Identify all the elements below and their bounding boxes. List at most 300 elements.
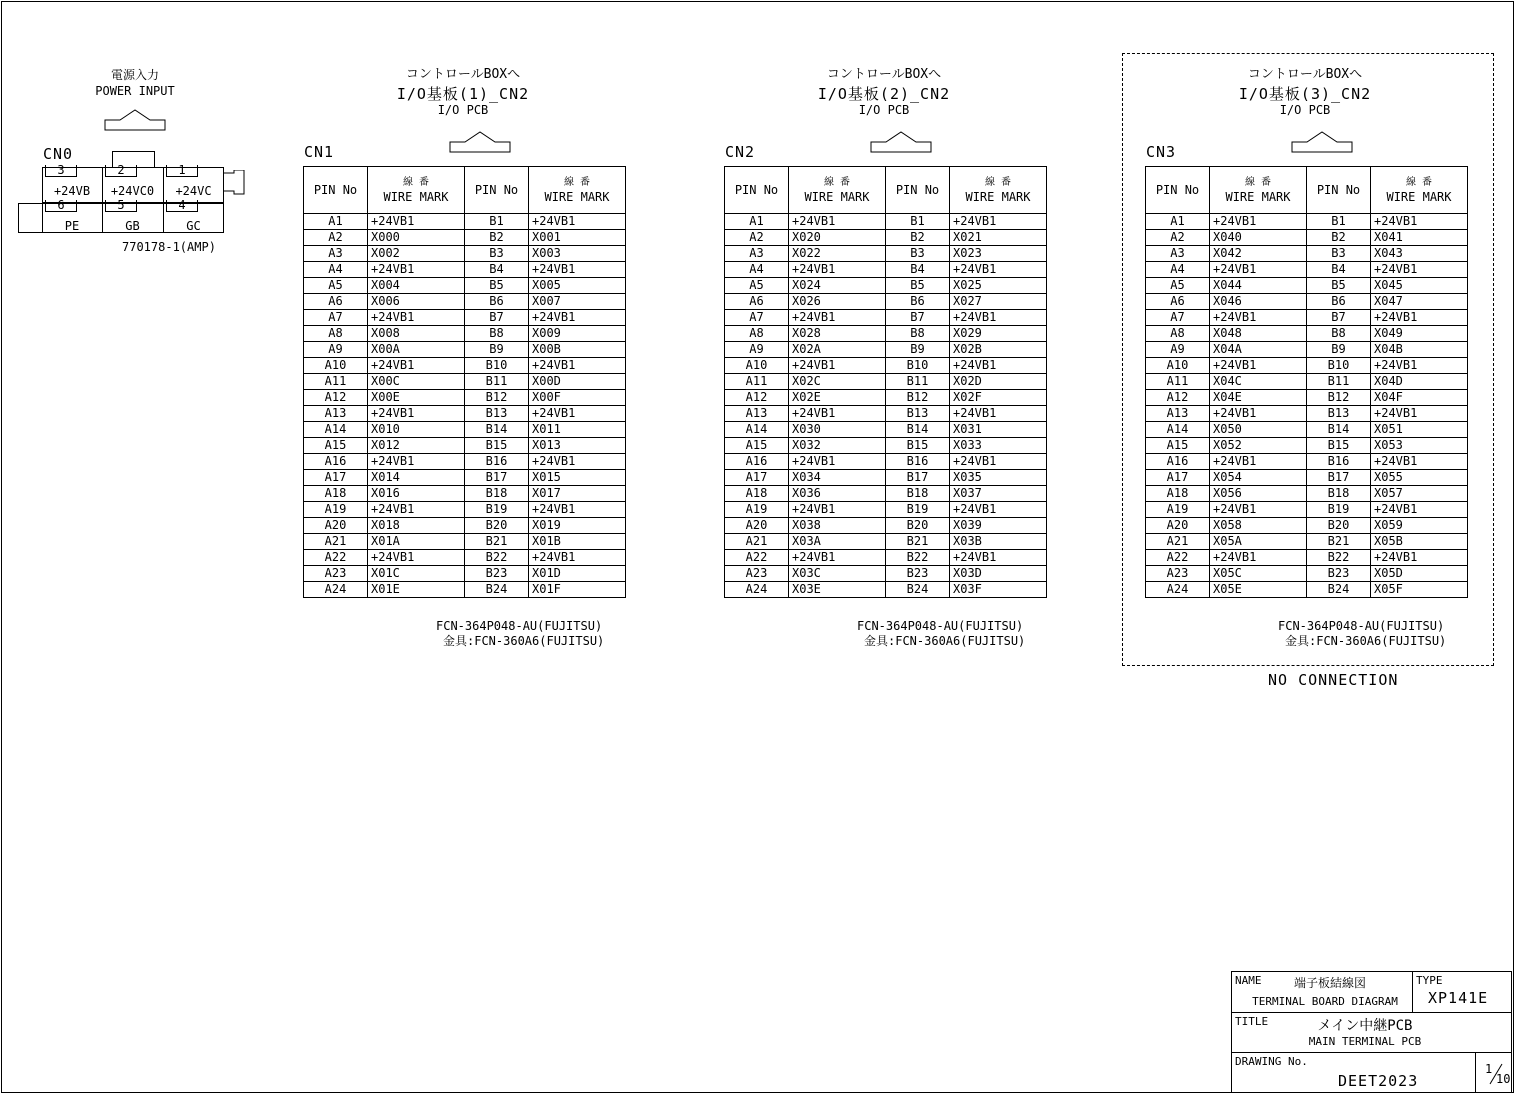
pin-cell: B13 (886, 406, 950, 422)
pin-cell: B12 (1307, 390, 1371, 406)
pin-cell: B7 (465, 310, 529, 326)
pin-cell: B19 (465, 502, 529, 518)
title-en: MAIN TERMINAL PCB (1308, 1035, 1422, 1048)
pin-cell: A16 (304, 454, 368, 470)
wire-mark-cell: X036 (789, 486, 886, 502)
wire-mark-cell: X02E (789, 390, 886, 406)
pin-cell: B11 (465, 374, 529, 390)
pin-cell: A19 (304, 502, 368, 518)
table-row (1146, 454, 1468, 470)
wire-mark-cell: X04E (1210, 390, 1307, 406)
table-row (304, 246, 626, 262)
cn0-lock-icon (224, 170, 246, 196)
pin-cell: B3 (465, 246, 529, 262)
wire-mark-cell: X050 (1210, 422, 1307, 438)
wire-mark-cell: X03D (950, 566, 1047, 582)
wire-mark-header (368, 167, 465, 214)
wire-mark-cell: X059 (1371, 518, 1468, 534)
table-row (304, 230, 626, 246)
wire-mark-cell: X011 (529, 422, 626, 438)
drawing-label: DRAWING No. (1235, 1055, 1308, 1068)
pin-cell: A1 (304, 214, 368, 230)
pin-no-header: PIN No (1307, 167, 1371, 214)
cn0-pin-num: 4 (166, 200, 198, 212)
pin-cell: B16 (1307, 454, 1371, 470)
wire-mark-cell: X004 (368, 278, 465, 294)
wire-mark-cell: X020 (789, 230, 886, 246)
pin-cell: A9 (725, 342, 789, 358)
pin-cell: B1 (1307, 214, 1371, 230)
wire-mark-cell: +24VB1 (950, 550, 1047, 566)
pin-cell: A24 (304, 582, 368, 598)
wire-mark-cell: X00D (529, 374, 626, 390)
wire-mark-cell: X05C (1210, 566, 1307, 582)
table-row (304, 294, 626, 310)
dest-jp: コントロールBOXへ (826, 67, 942, 82)
wire-mark-header (950, 167, 1047, 214)
pin-cell: A23 (304, 566, 368, 582)
pin-cell: B14 (465, 422, 529, 438)
wire-mark-cell: X00F (529, 390, 626, 406)
pin-cell: B17 (886, 470, 950, 486)
pin-cell: B7 (886, 310, 950, 326)
pin-table (1145, 166, 1468, 598)
table-row (725, 454, 1047, 470)
wire-mark-cell: X044 (1210, 278, 1307, 294)
pin-cell: B20 (465, 518, 529, 534)
wire-mark-cell: X04D (1371, 374, 1468, 390)
pin-cell: B7 (1307, 310, 1371, 326)
pin-cell: B18 (1307, 486, 1371, 502)
sheet-number: 1 (1485, 1062, 1493, 1076)
table-row (1146, 374, 1468, 390)
table-row (725, 534, 1047, 550)
pin-cell: B11 (1307, 374, 1371, 390)
wire-mark-cell: +24VB1 (1210, 310, 1307, 326)
table-row (725, 214, 1047, 230)
wire-mark-cell: X030 (789, 422, 886, 438)
dest-board: I/O基板(1)_CN2 (396, 85, 530, 103)
dest-board: I/O基板(3)_CN2 (1238, 85, 1372, 103)
wire-mark-cell: X058 (1210, 518, 1307, 534)
wire-mark-cell: X01D (529, 566, 626, 582)
pin-cell: B6 (1307, 294, 1371, 310)
pin-cell: B15 (1307, 438, 1371, 454)
pin-cell: B18 (886, 486, 950, 502)
wire-mark-header (1371, 167, 1468, 214)
wire-mark-header-en: WIRE MARK (1386, 190, 1452, 204)
wire-mark-cell: X005 (529, 278, 626, 294)
pin-cell: B8 (465, 326, 529, 342)
table-row (1146, 534, 1468, 550)
wire-mark-cell: X052 (1210, 438, 1307, 454)
table-row (725, 246, 1047, 262)
up-arrow-icon (447, 130, 513, 154)
wire-mark-cell: +24VB1 (789, 214, 886, 230)
pin-cell: A2 (304, 230, 368, 246)
pin-cell: A24 (725, 582, 789, 598)
wire-mark-cell: X025 (950, 278, 1047, 294)
wire-mark-cell: X047 (1371, 294, 1468, 310)
wire-mark-cell: X003 (529, 246, 626, 262)
wire-mark-cell: X013 (529, 438, 626, 454)
wire-mark-cell: X031 (950, 422, 1047, 438)
table-row (304, 518, 626, 534)
table-row (725, 582, 1047, 598)
wire-mark-cell: X021 (950, 230, 1047, 246)
table-row (1146, 262, 1468, 278)
wire-mark-cell: X022 (789, 246, 886, 262)
pin-cell: B17 (1307, 470, 1371, 486)
wire-mark-cell: +24VB1 (1210, 502, 1307, 518)
wire-mark-header-jp: 線 番 (823, 177, 851, 188)
pin-cell: B10 (465, 358, 529, 374)
wire-mark-cell: X03E (789, 582, 886, 598)
wire-mark-cell: X014 (368, 470, 465, 486)
pin-cell: A3 (304, 246, 368, 262)
part-number: FCN-364P048-AU(FUJITSU) (436, 619, 603, 633)
wire-mark-cell: X024 (789, 278, 886, 294)
wire-mark-cell: +24VB1 (1371, 550, 1468, 566)
wire-mark-header (1210, 167, 1307, 214)
wire-mark-cell: X02D (950, 374, 1047, 390)
pin-cell: A2 (725, 230, 789, 246)
wire-mark-cell: +24VB1 (368, 502, 465, 518)
table-row (1146, 470, 1468, 486)
table-row (1146, 422, 1468, 438)
bracket-part-number: 金具:FCN-360A6(FUJITSU) (443, 634, 605, 648)
pin-cell: B14 (1307, 422, 1371, 438)
wire-mark-cell: X010 (368, 422, 465, 438)
table-row (725, 294, 1047, 310)
pin-cell: A3 (725, 246, 789, 262)
table-row (725, 422, 1047, 438)
pin-cell: A12 (725, 390, 789, 406)
pin-cell: A10 (1146, 358, 1210, 374)
pin-table (724, 166, 1047, 598)
table-row (1146, 246, 1468, 262)
pin-cell: A5 (725, 278, 789, 294)
wire-mark-cell: +24VB1 (1210, 358, 1307, 374)
table-row (1146, 550, 1468, 566)
table-row (304, 326, 626, 342)
wire-mark-header-en: WIRE MARK (544, 190, 610, 204)
wire-mark-cell: X056 (1210, 486, 1307, 502)
table-row (1146, 582, 1468, 598)
pin-cell: B22 (1307, 550, 1371, 566)
wire-mark-cell: +24VB1 (529, 262, 626, 278)
pin-cell: B16 (465, 454, 529, 470)
table-row (1146, 214, 1468, 230)
table-row (304, 390, 626, 406)
wire-mark-header-en: WIRE MARK (1225, 190, 1291, 204)
wire-mark-cell: +24VB1 (789, 454, 886, 470)
wire-mark-cell: X017 (529, 486, 626, 502)
wire-mark-cell: X01F (529, 582, 626, 598)
wire-mark-cell: +24VB1 (368, 310, 465, 326)
wire-mark-cell: X000 (368, 230, 465, 246)
table-row (725, 486, 1047, 502)
name-jp: 端子板結線図 (1293, 976, 1366, 990)
table-row (725, 358, 1047, 374)
table-row (725, 326, 1047, 342)
pin-cell: B2 (465, 230, 529, 246)
pin-cell: B4 (1307, 262, 1371, 278)
wire-mark-header-jp: 線 番 (1244, 177, 1272, 188)
pin-cell: B8 (886, 326, 950, 342)
wire-mark-cell: +24VB1 (1371, 358, 1468, 374)
pin-cell: A17 (304, 470, 368, 486)
pin-no-header: PIN No (1146, 167, 1210, 214)
pin-cell: A2 (1146, 230, 1210, 246)
table-row (1146, 390, 1468, 406)
title-jp: メイン中継PCB (1317, 1018, 1413, 1034)
pin-cell: A6 (1146, 294, 1210, 310)
pin-cell: B24 (465, 582, 529, 598)
cn0-pin-name: +24VB (53, 184, 91, 198)
wire-mark-cell: X034 (789, 470, 886, 486)
pin-cell: A20 (725, 518, 789, 534)
title-label: TITLE (1235, 1015, 1269, 1028)
wire-mark-cell: X051 (1371, 422, 1468, 438)
table-row (1146, 326, 1468, 342)
pin-cell: A18 (304, 486, 368, 502)
pin-cell: B10 (886, 358, 950, 374)
pin-cell: B9 (465, 342, 529, 358)
wire-mark-cell: X027 (950, 294, 1047, 310)
wire-mark-cell: X039 (950, 518, 1047, 534)
pin-cell: B5 (1307, 278, 1371, 294)
pin-cell: B12 (886, 390, 950, 406)
cn0-pin-name: PE (64, 219, 80, 233)
pin-cell: A7 (1146, 310, 1210, 326)
pin-cell: B21 (465, 534, 529, 550)
pin-cell: B12 (465, 390, 529, 406)
table-row (725, 278, 1047, 294)
table-row (304, 454, 626, 470)
wire-mark-cell: +24VB1 (529, 358, 626, 374)
wire-mark-cell: X045 (1371, 278, 1468, 294)
wire-mark-cell: +24VB1 (368, 406, 465, 422)
wire-mark-cell: X02C (789, 374, 886, 390)
cn0-pin-num: 5 (105, 200, 137, 212)
table-row (1146, 502, 1468, 518)
wire-mark-cell: +24VB1 (368, 550, 465, 566)
bracket-part-number: 金具:FCN-360A6(FUJITSU) (864, 634, 1026, 648)
pin-cell: A11 (725, 374, 789, 390)
wire-mark-header-jp: 線 番 (402, 177, 430, 188)
wire-mark-cell: X04B (1371, 342, 1468, 358)
pin-cell: A13 (1146, 406, 1210, 422)
pin-cell: B23 (1307, 566, 1371, 582)
table-row (725, 374, 1047, 390)
wire-mark-cell: X007 (529, 294, 626, 310)
table-row (304, 374, 626, 390)
pin-cell: A16 (725, 454, 789, 470)
table-row (304, 486, 626, 502)
power-input-arrow-icon (100, 108, 170, 132)
pin-cell: B17 (465, 470, 529, 486)
wire-mark-cell: X01A (368, 534, 465, 550)
pin-cell: A21 (1146, 534, 1210, 550)
table-row (1146, 486, 1468, 502)
cn0-label: CN0 (43, 145, 74, 163)
wire-mark-cell: +24VB1 (529, 310, 626, 326)
wire-mark-cell: X040 (1210, 230, 1307, 246)
pin-cell: A10 (304, 358, 368, 374)
wire-mark-cell: +24VB1 (1371, 310, 1468, 326)
pin-cell: A11 (304, 374, 368, 390)
wire-mark-cell: +24VB1 (529, 550, 626, 566)
pin-cell: A4 (725, 262, 789, 278)
pin-cell: B9 (886, 342, 950, 358)
wire-mark-cell: X01B (529, 534, 626, 550)
connector-label: CN1 (304, 143, 335, 161)
wire-mark-cell: X01C (368, 566, 465, 582)
table-row (304, 214, 626, 230)
pin-cell: B18 (465, 486, 529, 502)
dest-pcb: I/O PCB (437, 103, 489, 117)
wire-mark-cell: X033 (950, 438, 1047, 454)
table-row (304, 310, 626, 326)
pin-cell: B22 (886, 550, 950, 566)
pin-no-header: PIN No (304, 167, 368, 214)
table-row (725, 518, 1047, 534)
wire-mark-cell: +24VB1 (1210, 406, 1307, 422)
wire-mark-cell: +24VB1 (1371, 454, 1468, 470)
title-block-rule (1231, 1052, 1511, 1053)
table-row (725, 390, 1047, 406)
pin-cell: A19 (1146, 502, 1210, 518)
cn0-pin-num: 3 (45, 165, 77, 177)
drawing-number: DEET2023 (1338, 1072, 1419, 1090)
wire-mark-cell: X00A (368, 342, 465, 358)
pin-cell: A14 (1146, 422, 1210, 438)
sheet-total: 10 (1496, 1072, 1511, 1086)
wire-mark-cell: X00E (368, 390, 465, 406)
pin-cell: A15 (304, 438, 368, 454)
pin-cell: A4 (1146, 262, 1210, 278)
wire-mark-cell: +24VB1 (368, 454, 465, 470)
title-block-rule (1475, 1052, 1476, 1092)
wire-mark-cell: +24VB1 (529, 454, 626, 470)
wire-mark-cell: X02B (950, 342, 1047, 358)
cn0-pin-num: 2 (105, 165, 137, 177)
dest-board: I/O基板(2)_CN2 (817, 85, 951, 103)
pin-cell: B23 (886, 566, 950, 582)
wire-mark-header (529, 167, 626, 214)
table-row (304, 582, 626, 598)
pin-cell: B2 (1307, 230, 1371, 246)
pin-cell: B24 (886, 582, 950, 598)
wire-mark-cell: +24VB1 (368, 358, 465, 374)
wire-mark-cell: X054 (1210, 470, 1307, 486)
wire-mark-cell: X049 (1371, 326, 1468, 342)
dest-pcb: I/O PCB (1279, 103, 1331, 117)
pin-cell: B19 (886, 502, 950, 518)
pin-cell: A5 (1146, 278, 1210, 294)
wire-mark-cell: +24VB1 (789, 502, 886, 518)
wire-mark-cell: +24VB1 (789, 550, 886, 566)
wire-mark-cell: X043 (1371, 246, 1468, 262)
wire-mark-cell: +24VB1 (950, 406, 1047, 422)
connector-label: CN2 (725, 143, 756, 161)
wire-mark-cell: +24VB1 (529, 406, 626, 422)
name-en: TERMINAL BOARD DIAGRAM (1252, 995, 1398, 1008)
wire-mark-cell: X048 (1210, 326, 1307, 342)
pin-cell: B23 (465, 566, 529, 582)
pin-cell: A23 (725, 566, 789, 582)
wire-mark-cell: X016 (368, 486, 465, 502)
wire-mark-cell: X01E (368, 582, 465, 598)
pin-cell: B1 (886, 214, 950, 230)
wire-mark-cell: +24VB1 (789, 310, 886, 326)
pin-cell: A17 (725, 470, 789, 486)
pin-cell: B13 (465, 406, 529, 422)
pin-cell: B4 (465, 262, 529, 278)
wire-mark-cell: X04A (1210, 342, 1307, 358)
dest-jp: コントロールBOXへ (405, 67, 521, 82)
wire-mark-cell: X05F (1371, 582, 1468, 598)
pin-cell: B24 (1307, 582, 1371, 598)
pin-cell: A11 (1146, 374, 1210, 390)
pin-cell: A17 (1146, 470, 1210, 486)
cn0-latch (18, 203, 43, 233)
pin-cell: A24 (1146, 582, 1210, 598)
wire-mark-cell: X03B (950, 534, 1047, 550)
pin-cell: A18 (1146, 486, 1210, 502)
wire-mark-cell: X009 (529, 326, 626, 342)
wire-mark-cell: X038 (789, 518, 886, 534)
table-row (725, 470, 1047, 486)
pin-no-header: PIN No (465, 167, 529, 214)
pin-cell: A22 (1146, 550, 1210, 566)
pin-cell: B5 (886, 278, 950, 294)
up-arrow-icon (868, 130, 934, 154)
table-row (725, 342, 1047, 358)
name-label: NAME (1235, 974, 1262, 987)
wire-mark-cell: X055 (1371, 470, 1468, 486)
cn0-pin-num: 6 (45, 200, 77, 212)
table-row (725, 566, 1047, 582)
wire-mark-cell: X029 (950, 326, 1047, 342)
pin-cell: B8 (1307, 326, 1371, 342)
bracket-part-number: 金具:FCN-360A6(FUJITSU) (1285, 634, 1447, 648)
type-label: TYPE (1416, 974, 1443, 987)
pin-cell: B3 (886, 246, 950, 262)
wire-mark-header-jp: 線 番 (984, 177, 1012, 188)
wire-mark-cell: X019 (529, 518, 626, 534)
wire-mark-header-en: WIRE MARK (965, 190, 1031, 204)
wire-mark-cell: X035 (950, 470, 1047, 486)
cn0-pin-name: GB (125, 219, 140, 233)
wire-mark-cell: X00B (529, 342, 626, 358)
wire-mark-cell: X002 (368, 246, 465, 262)
wire-mark-cell: +24VB1 (1210, 550, 1307, 566)
wire-mark-cell: X03F (950, 582, 1047, 598)
table-row (304, 566, 626, 582)
wire-mark-cell: +24VB1 (789, 406, 886, 422)
power-input-en: POWER INPUT (95, 84, 175, 98)
wire-mark-cell: X001 (529, 230, 626, 246)
pin-cell: B6 (886, 294, 950, 310)
cn0-pin-name: +24VC (175, 184, 212, 198)
wire-mark-cell: X041 (1371, 230, 1468, 246)
no-connection-label: NO CONNECTION (1268, 671, 1399, 689)
pin-cell: A15 (725, 438, 789, 454)
table-row (725, 310, 1047, 326)
table-row (725, 406, 1047, 422)
